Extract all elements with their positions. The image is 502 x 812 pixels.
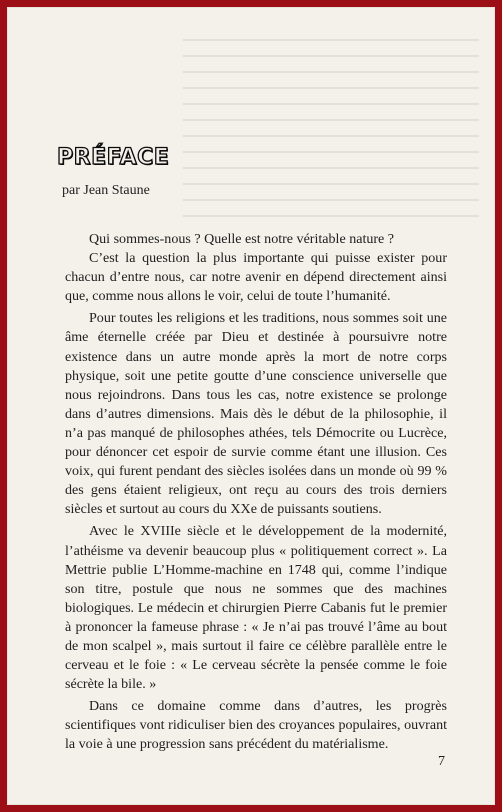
paragraph-3: Pour toutes les religions et les traditions, nous sommes soit une âme éternelle créée par Dieu et destinée à poursuivre notre existence dans un autre monde après la mort de notre corps physique, soit une petite goutte d’une conscience universelle que nous rejoindrons. Dans tous les cas, notre existence se prolonge dans d’autres dimensions. Mais dès le début de la philosophie, il n’a pas manqué de philosophes athées, tels Démocrite ou Lucrèce, pour dénoncer cet espoir de survie comme étant une illusion. Ces voix, qui furent pendant des siècles isolées dans un monde où 99 % des gens étaient religieux, ont reçu au cours des trois derniers siècles et surtout au cours du XXe de puissants soutiens. [65,310,447,518]
page-title: PRÉFACE [57,145,170,170]
author-line: par Jean Staune [62,183,150,198]
preface-text [65,230,447,755]
book-page [7,7,495,805]
paragraph-1: Qui sommes-nous ? Quelle est notre véritable nature ? [89,231,395,247]
bleed-through-texture [183,39,479,219]
paragraph-4: Avec le XVIIIe siècle et le développement de la modernité, l’athéisme va devenir beaucoup plus « politiquement correct ». La Mettrie publie L’Homme-machine en 1748 qui, comme l’indique son titre, postule que nous ne sommes que des machines biologiques. Le médecin et chirurgien Pierre Cabanis fut le premier à prononcer la fameuse phrase : « Je n’ai pas trouvé l’âme au bout de mon scalpel », mais surtout il faire ce célèbre parallèle entre le cerveau et le foie : « Le cerveau sécrète la pensée comme le foie sécrète la bile. » [65,523,447,693]
paragraph-2: C’est la question la plus importante qui puisse exister pour chacun d’entre nous, car notre avenir en dépend directement ainsi que, comme nous allons le voir, celui de toute l’humanité. [65,250,447,305]
paragraph-5: Dans ce domaine comme dans d’autres, les progrès scientifiques vont ridiculiser bien des croyances populaires, ouvrant la voie à une progression sans précédent du matérialisme. [65,698,447,753]
page-number: 7 [438,754,445,769]
